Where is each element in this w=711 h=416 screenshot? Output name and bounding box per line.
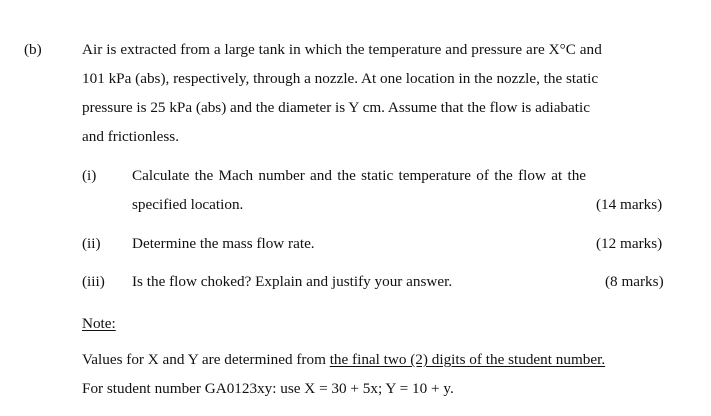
part-iii-label: (iii) (82, 273, 105, 290)
part-i-marks: (14 marks) (596, 196, 663, 213)
part-iii-text: Is the flow choked? Explain and justify your answer. (132, 273, 453, 290)
part-ii-text: Determine the mass flow rate. (132, 235, 315, 252)
question-line-1: Air is extracted from a large tank in which the temperature and pressure are X°C and (82, 41, 602, 58)
note-line-1-prefix: Values for X and Y are determined from (82, 351, 330, 368)
question-line-3: pressure is 25 kPa (abs) and the diameter is Y cm. Assume that the flow is adiabatic (82, 99, 590, 116)
question-label: (b) (24, 41, 42, 58)
part-i-label: (i) (82, 167, 97, 184)
note-line-1-underlined: the final two (2) digits of the student number. (329, 351, 606, 368)
question-line-4: and frictionless. (82, 128, 180, 145)
part-iii-marks: (8 marks) (605, 273, 664, 290)
note-heading: Note: (82, 315, 116, 332)
part-ii-label: (ii) (82, 235, 101, 252)
question-line-2: 101 kPa (abs), respectively, through a nozzle. At one location in the nozzle, the static (82, 70, 599, 87)
note-line-2: For student number GA0123xy: use X = 30 + 5x; Y = 10 + y. (82, 380, 454, 397)
part-i-text-line-1: Calculate the Mach number and the static temperature of the flow at the (132, 167, 587, 184)
part-i-text-line-2: specified location. (132, 196, 244, 213)
part-ii-marks: (12 marks) (596, 235, 663, 252)
note-line-1 (82, 352, 605, 367)
